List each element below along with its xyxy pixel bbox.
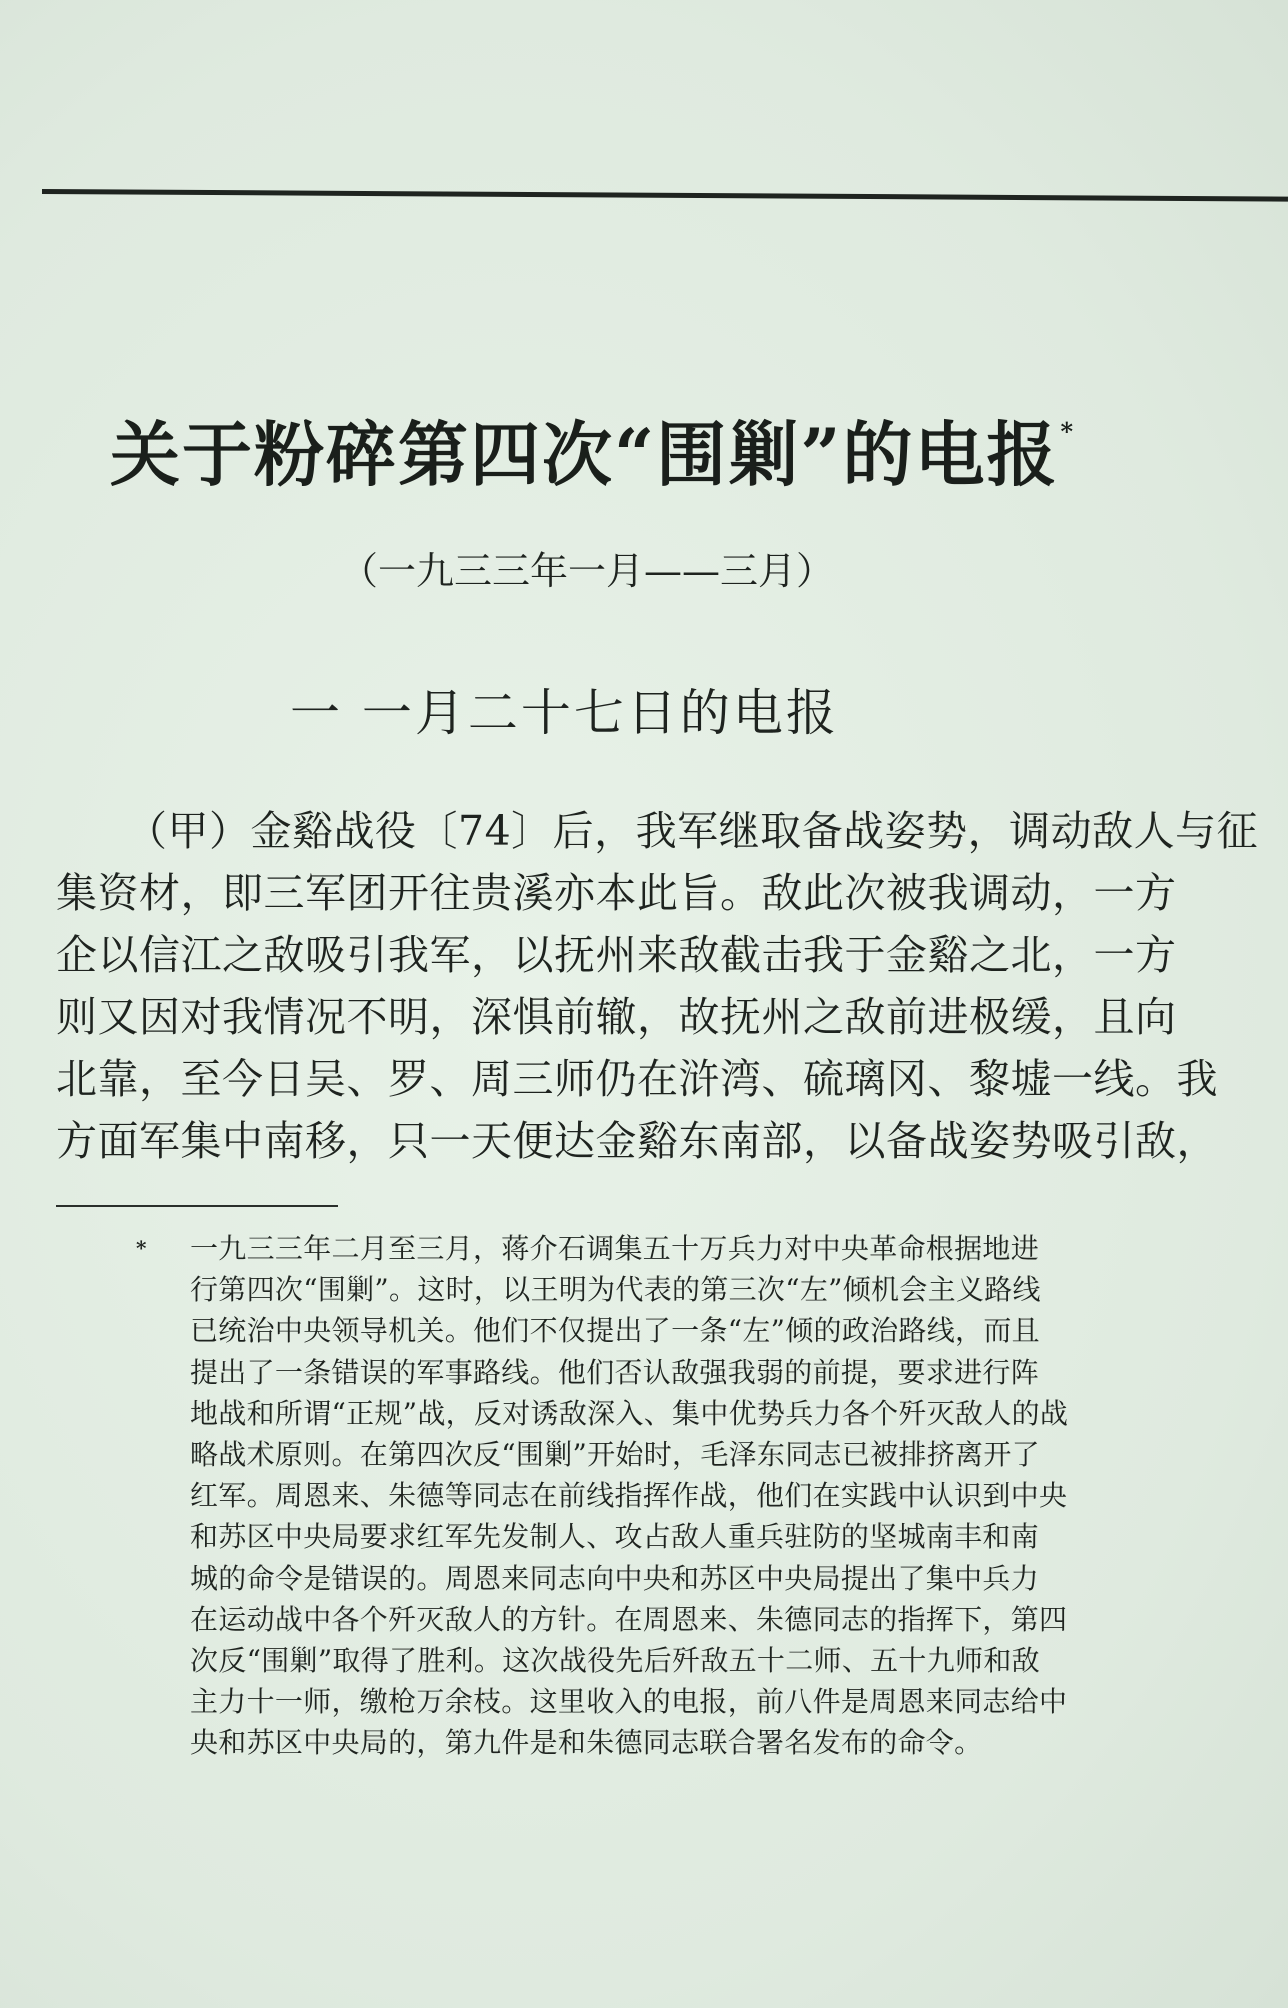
footnote-line: 地战和所谓“正规”战，反对诱敌深入、集中优势兵力各个歼灭敌人的战 bbox=[190, 1396, 1069, 1430]
body-text bbox=[56, 800, 1259, 1172]
footnote-line: 央和苏区中央局的，第九件是和朱德同志联合署名发布的命令。 bbox=[190, 1726, 983, 1760]
footnote-line: 提出了一条错误的军事路线。他们否认敌强我弱的前提，要求进行阵 bbox=[190, 1355, 1040, 1389]
body-line: 方面军集中南移，只一天便达金谿东南部，以备战姿势吸引敌， bbox=[56, 1117, 1218, 1165]
footnote-line: 略战术原则。在第四次反“围剿”开始时，毛泽东同志已被排挤离开了 bbox=[190, 1437, 1040, 1471]
footnote-line: 次反“围剿”取得了胜利。这次战役先后歼敌五十二师、五十九师和敌 bbox=[190, 1643, 1040, 1677]
body-line: 则又因对我情况不明，深惧前辙，故抚州之敌前进极缓，且向 bbox=[56, 993, 1177, 1041]
body-line: （甲）金谿战役〔74〕后，我军继取备战姿势，调动敌人与征 bbox=[126, 807, 1259, 855]
body-line: 集资材，即三军团开往贵溪亦本此旨。敌此次被我调动，一方 bbox=[56, 869, 1177, 917]
section-heading: 一 一月二十七日的电报 bbox=[290, 684, 839, 742]
dateline: （一九三三年一月——三月） bbox=[340, 549, 835, 593]
body-line: 北靠，至今日吴、罗、周三师仍在浒湾、硫璃冈、黎墟一线。我 bbox=[56, 1055, 1218, 1103]
footnote bbox=[136, 1228, 1140, 1763]
page-title bbox=[110, 413, 1110, 496]
footnote-line: 已统治中央领导机关。他们不仅提出了一条“左”倾的政治路线，而且 bbox=[190, 1314, 1040, 1348]
footnote-line: 在运动战中各个歼灭敌人的方针。在周恩来、朱德同志的指挥下，第四 bbox=[190, 1602, 1068, 1636]
footnote-rule bbox=[56, 1205, 338, 1207]
footnote-line: 红军。周恩来、朱德等同志在前线指挥作战，他们在实践中认识到中央 bbox=[190, 1479, 1068, 1513]
footnote-marker: * bbox=[136, 1236, 147, 1260]
footnote-line: 行第四次“围剿”。这时，以王明为代表的第三次“左”倾机会主义路线 bbox=[190, 1273, 1041, 1307]
footnote-line: 城的命令是错误的。周恩来同志向中央和苏区中央局提出了集中兵力 bbox=[190, 1561, 1040, 1595]
footnote-line: 主力十一师，缴枪万余枝。这里收入的电报，前八件是周恩来同志给中 bbox=[190, 1685, 1068, 1719]
top-rule bbox=[42, 189, 1288, 202]
title-footnote-mark: * bbox=[1060, 417, 1076, 446]
title-text: 关于粉碎第四次“围剿”的电报 bbox=[110, 413, 1059, 496]
body-line: 企以信江之敌吸引我军，以抚州来敌截击我于金谿之北，一方 bbox=[56, 931, 1177, 979]
footnote-line: 一九三三年二月至三月，蒋介石调集五十万兵力对中央革命根据地进 bbox=[190, 1232, 1040, 1265]
footnote-line: 和苏区中央局要求红军先发制人、攻占敌人重兵驻防的坚城南丰和南 bbox=[190, 1520, 1040, 1554]
